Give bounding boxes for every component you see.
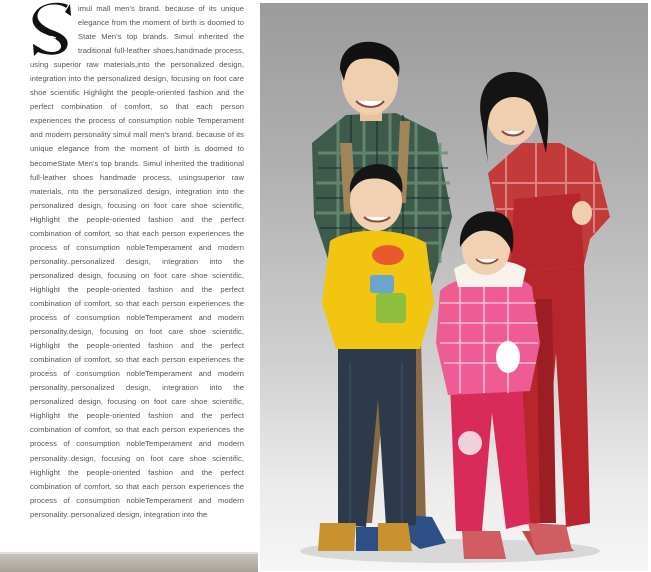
family-photo (260, 3, 648, 571)
dropcap-logo (30, 2, 76, 58)
bottom-image-strip (0, 552, 258, 572)
dropcap-s-icon (30, 2, 76, 58)
bottom-strip-highlight (0, 552, 258, 554)
article (30, 2, 244, 522)
family-photo-icon (260, 3, 648, 571)
article-body-text: imul mall men's brand. because of its unique elegance from the moment of birth is doomed to State Men's top brands. Simul inherited the traditional full-leather shoes.handmade process, using superior raw materials,into the personalized design, integration into the personalized design, focusing on foot care shoe scientific Highlight the people-oriented fashion and the perfect combination of comfort, so that each person experiences the process of consumption noble Temperament and modern personality simul mall men's brand. because of its unique elegance from the moment of birth is doomed to becomeState Men's top brands. Simul inherited the traditional full-leather shoes handmade process, usingsuperior raw materials, nto the personalized design, integration into the personalized design, focusing on foot care shoe scientific, Highlight the people-oriented fashion and the perfect combination of comfort, so that each person experiences the process of consumption nobleTemperament and modern personality..personalized design, integration into the personalized design, focusing on foot care shoe scientific, Highlight the people-oriented fashion and the perfect combination of comfort, so that each person experiences the process of consumption nobleTemperament and modern personality.design, focusing on foot care shoe scientific, Highlight the people-oriented fashion and the perfect combination of comfort, so that each person experiences the process of consumption nobleTemperament and modern personality..personalized design, integration into the personalized design, focusing on foot care shoe scientific, Highlight the people-oriented fashion and the perfect combination of comfort, so that each person experiences the process of consumption nobleTemperament and modern personality..design, focusing on foot care shoe scientific, Highlight the people-oriented fashion and the perfect combination of comfort, so that each person experiences the process of consumption nobleTemperament and modern personality..personalized design, integration into the (30, 4, 244, 519)
